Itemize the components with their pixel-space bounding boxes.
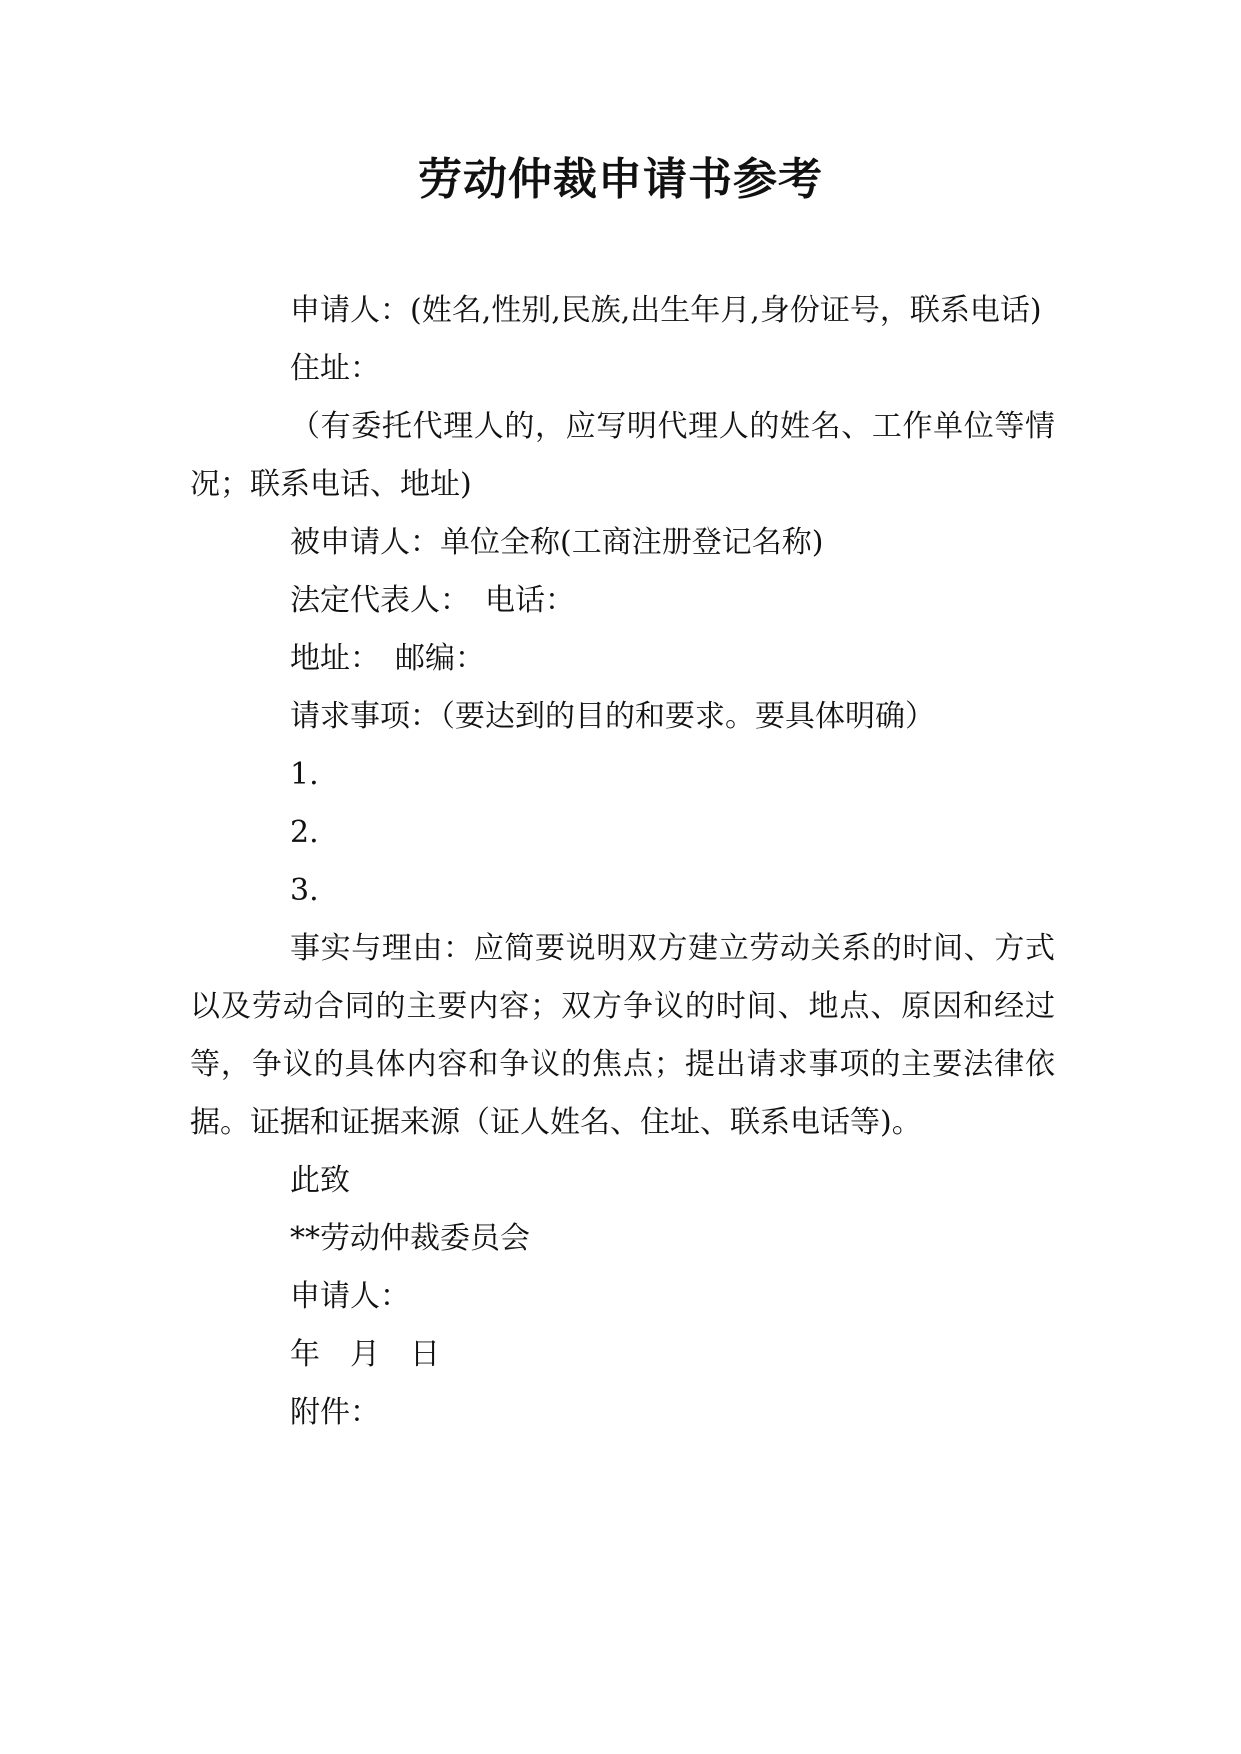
facts-and-reasons-paragraph: 事实与理由：应简要说明双方建立劳动关系的时间、方式以及劳动合同的主要内容；双方争议的时间、地点、原因和经过等，争议的具体内容和争议的焦点；提出请求事项的主要法律依据。证据和证据来源（证人姓名、住址、联系电话等)。 (190, 931, 1055, 1140)
legal-representative-paragraph: 法定代表人： 电话： (290, 583, 575, 618)
document-title: 劳动仲裁申请书参考 (418, 154, 823, 205)
document-body (190, 282, 1055, 1442)
agent-note-paragraph: （有委托代理人的，应写明代理人的姓名、工作单位等情况；联系电话、地址) (190, 409, 1055, 502)
claim-item: 1. (290, 757, 319, 792)
signature-applicant-paragraph: 申请人： (290, 1279, 410, 1314)
date-paragraph: 年 月 日 (290, 1337, 440, 1372)
address-paragraph: 住址： (290, 351, 380, 386)
applicant-paragraph: 申请人：(姓名,性别,民族,出生年月,身份证号，联系电话) (290, 293, 1042, 328)
claim-item: 2. (290, 815, 319, 850)
claims-heading-paragraph: 请求事项：（要达到的目的和要求。要具体明确） (290, 699, 935, 734)
salutation-paragraph: 此致 (290, 1163, 350, 1198)
attachments-paragraph: 附件： (290, 1395, 380, 1430)
respondent-paragraph: 被申请人：单位全称(工商注册登记名称) (290, 525, 824, 560)
respondent-address-paragraph: 地址： 邮编： (290, 641, 485, 676)
addressee-paragraph: **劳动仲裁委员会 (290, 1221, 530, 1256)
claim-item: 3. (290, 873, 319, 908)
